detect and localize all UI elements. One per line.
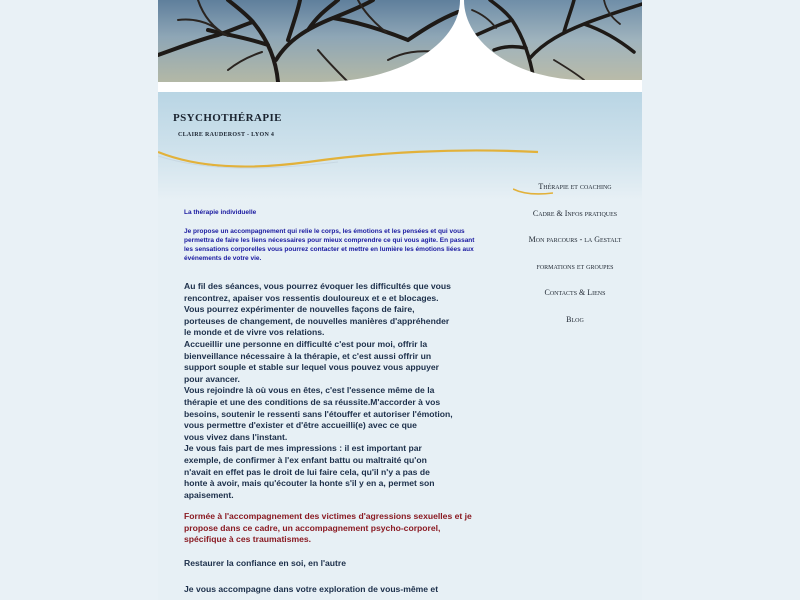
site-subtitle: CLAIRE RAUDEROST - LYON 4 [178,132,275,138]
nav-item-label: Cadre & Infos pratiques [532,208,618,218]
main-content [184,205,479,594]
section-heading: La thérapie individuelle [184,209,257,216]
nav-item-formations-groupes[interactable] [510,254,640,281]
restore-confidence-text: Restaurer la confiance en soi, en l'autre [184,558,347,569]
nav-item-label: Mon parcours - la Gestalt [528,235,622,244]
page-container [158,0,642,600]
nav-item-label: formations et groupes [536,261,614,271]
nav-item-mon-parcours[interactable] [510,227,640,254]
nav-item-label: Blog [566,314,584,324]
nav-item-label: Contacts & Liens [544,288,606,297]
gold-underline-icon [513,188,553,196]
tree-photo-right [464,0,642,80]
nav-item-cadre-infos[interactable] [510,201,640,228]
nav-item-label: Thérapie et coaching [538,182,612,191]
main-navigation [510,174,640,333]
nav-item-blog[interactable] [510,307,640,334]
intro-paragraph: Je propose un accompagnement qui relie le corps, les émotions et les pensées et qui vous permettra de faire les liens nécessaires pour mieux comprendre ce qui vous agite. En passant les sensations corporelles vous pourrez contacter et mettre en lumière les émotions liées aux événements de votre vie. [184,228,475,262]
body-paragraph: Au fil des séances, vous pourrez évoquer les difficultés que vous rencontrez, apaiser vos ressentis douloureux et e et blocages. Vous pourrez expérimenter de nouvelles façons de faire, porteuses de changement, de nouvelles manières d'appréhender le monde et de vivre vos relations. Accueillir une personne en difficulté c'est pour moi, offrir la bienveillance nécessaire à la thérapie, et c'est aussi offrir un support souple et stable sur lequel vous pouvez vous appuyer pour avancer. Vous rejoindre là où vous en êtes, c'est l'essence même de la thérapie et une des conditions de sa réussite.M'accorder à vos besoins, soutenir le ressenti sans l'étouffer et autoriser l'émotion, vous permettre d'exister et d'être accueilli(e) avec ce que vous vivez dans l'instant. Je vous fais part de mes impressions : il est important par exemple, de confirmer à l'ex enfant battu ou maltraité qu'on n'avait en effet pas le droit de lui faire cela, qu'il n'y a pas de honte à avoir, mais qu'écouter la honte s'il y en a, permet son apaisement. [184,281,453,500]
nav-item-therapie-coaching[interactable] [510,174,640,201]
nav-item-contacts-liens[interactable] [510,280,640,307]
site-header [158,0,642,100]
highlight-paragraph: Formée à l'accompagnement des victimes d'agressions sexuelles et je propose dans ce cadre, un accompagnement psycho-corporel, spécifique à ces traumatismes. [184,511,472,545]
tree-photo-left [158,0,460,82]
accompany-text: Je vous accompagne dans votre exploration de vous-même et [184,584,439,595]
site-title[interactable]: PSYCHOTHÉRAPIE [173,112,282,124]
